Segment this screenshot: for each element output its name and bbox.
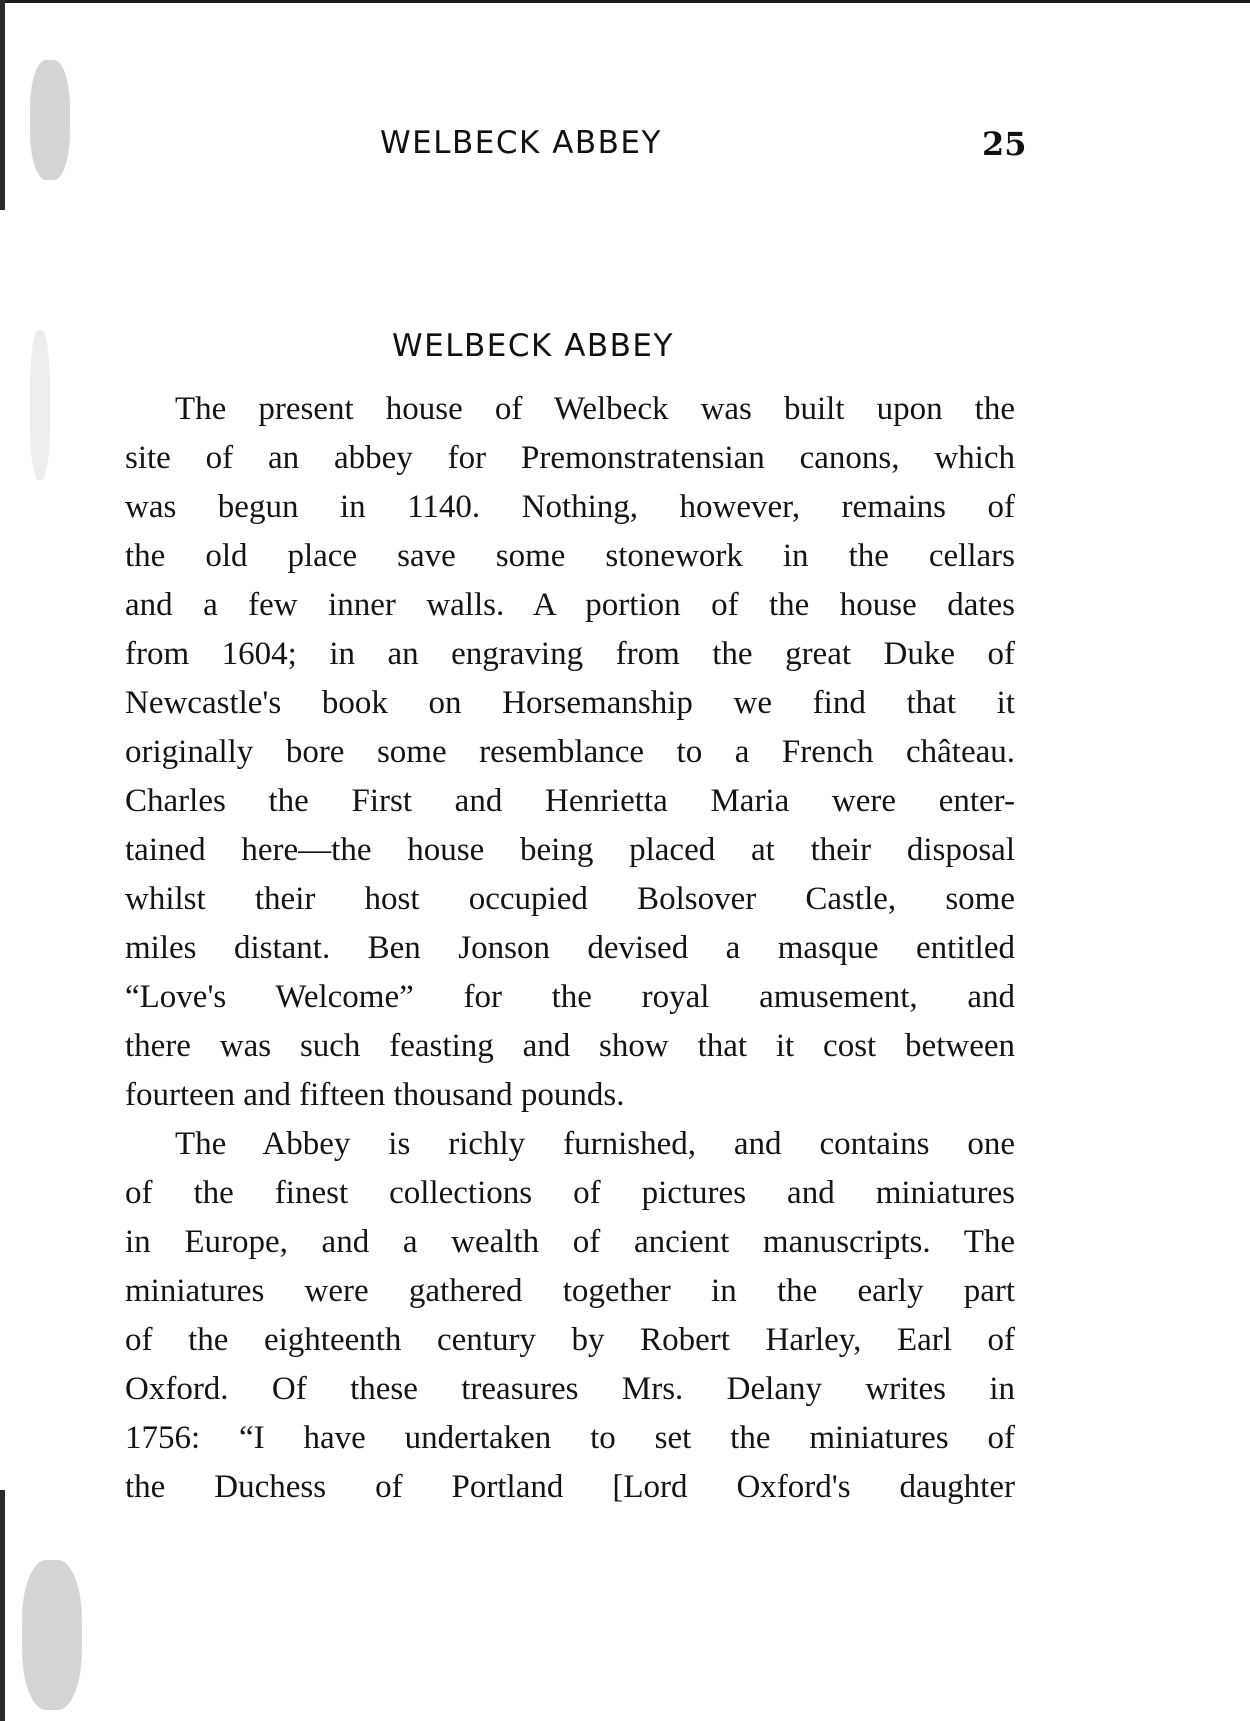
paragraph-2	[125, 1120, 1015, 1512]
text-line: The present house of Welbeck was built upon the	[175, 391, 1015, 427]
scan-edge-top	[0, 0, 1250, 3]
text-line: Charles the First and Henrietta Maria were enter-	[125, 783, 1015, 819]
text-line: site of an abbey for Premonstratensian canons, which	[125, 440, 1015, 476]
scan-smudge	[22, 1560, 82, 1710]
text-line: fourteen and fifteen thousand pounds.	[125, 1077, 625, 1113]
text-line: of the eighteenth century by Robert Harley, Earl of	[125, 1322, 1015, 1358]
text-line: “Love's Welcome” for the royal amusement, and	[125, 979, 1015, 1015]
page-number: 25	[982, 125, 1027, 163]
text-line: there was such feasting and show that it cost between	[125, 1028, 1015, 1064]
text-line: Newcastle's book on Horsemanship we find that it	[125, 685, 1015, 721]
text-line: originally bore some resemblance to a French château.	[125, 734, 1015, 770]
scan-edge-left-lower	[0, 1490, 5, 1721]
paragraph-1	[125, 385, 1015, 1120]
text-line: the old place save some stonework in the cellars	[125, 538, 1015, 574]
section-title: WELBECK ABBEY	[392, 328, 674, 364]
text-line: miniatures were gathered together in the early part	[125, 1273, 1015, 1309]
scan-smudge	[30, 330, 50, 480]
text-line: 1756: “I have undertaken to set the miniatures of	[125, 1420, 1015, 1456]
running-header-title: WELBECK ABBEY	[380, 125, 662, 161]
text-line: tained here—the house being placed at their disposal	[125, 832, 1015, 868]
text-line: The Abbey is richly furnished, and contains one	[175, 1126, 1015, 1162]
text-line: was begun in 1140. Nothing, however, remains of	[125, 489, 1015, 525]
text-line: miles distant. Ben Jonson devised a masque entitled	[125, 930, 1015, 966]
scan-edge-left-upper	[0, 0, 5, 210]
text-line: in Europe, and a wealth of ancient manuscripts. The	[125, 1224, 1015, 1260]
text-line: and a few inner walls. A portion of the house dates	[125, 587, 1015, 623]
scan-smudge	[30, 60, 70, 180]
text-line: from 1604; in an engraving from the great Duke of	[125, 636, 1015, 672]
text-line: of the finest collections of pictures and miniatures	[125, 1175, 1015, 1211]
text-line: Oxford. Of these treasures Mrs. Delany writes in	[125, 1371, 1015, 1407]
text-line: the Duchess of Portland [Lord Oxford's daughter	[125, 1469, 1015, 1505]
body-text	[125, 385, 1015, 1512]
text-line: whilst their host occupied Bolsover Castle, some	[125, 881, 1015, 917]
